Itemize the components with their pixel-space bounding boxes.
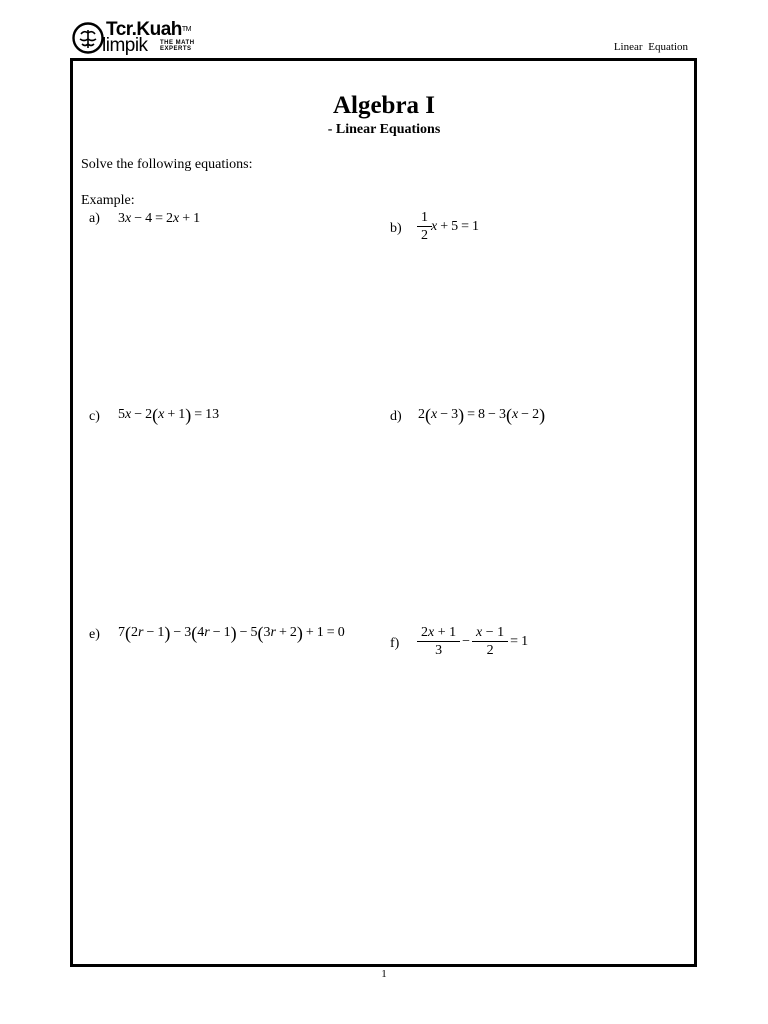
equation-e: 7 ( 2 r − 1 ) − 3 ( 4 r − 1 ) − 5 ( 3 r + 2 ) + 1 = 0 [118,623,345,643]
question-label-e: e) [89,627,100,642]
logo-wordmark-top: Tcr.Kuah™ [106,19,191,40]
question-label-d: d) [390,409,402,424]
example-label: Example: [81,193,135,208]
worksheet-frame [70,58,697,967]
logo-tagline: THE MATH EXPERTS [160,40,195,52]
equation-f: $\frac{2x + 1}{3}$ − $\frac{x - 1}{2}$ = 1 [418,625,528,658]
question-label-b: b) [390,221,402,236]
brain-icon [72,22,104,54]
page-title: Algebra I [332,92,436,119]
question-label-a: a) [89,211,100,226]
frame-bottom-rule [70,966,697,967]
header-topic-label: Linear Equation [613,41,688,53]
question-label-f: f) [390,636,400,651]
fraction-x-minus-1-over-2: $\frac{x - 1}{2}$ [474,625,506,658]
fraction-one-half: $\frac{1}{2}$ [419,210,430,243]
equation-c: 5 x − 2 ( x + 1 ) = 13 [118,405,220,425]
page-number: 1 [381,968,387,980]
equation-a: 3 x − 4 = 2 x + 1 [118,211,201,226]
fraction-2x-plus-1-over-3: $\frac{2x + 1}{3}$ [419,625,458,658]
brand-logo [72,20,212,58]
question-label-c: c) [89,409,100,424]
equation-d: 2 ( x − 3 ) = 8 − 3 ( x − 2 ) [418,405,546,425]
equation-b: $\frac{1}{2}$ x + 5 = 1 [418,210,479,243]
logo-wordmark-bottom: limpik [102,35,148,56]
page-subtitle: - Linear Equations [327,122,441,137]
instruction-text: Solve the following equations: [81,157,253,172]
